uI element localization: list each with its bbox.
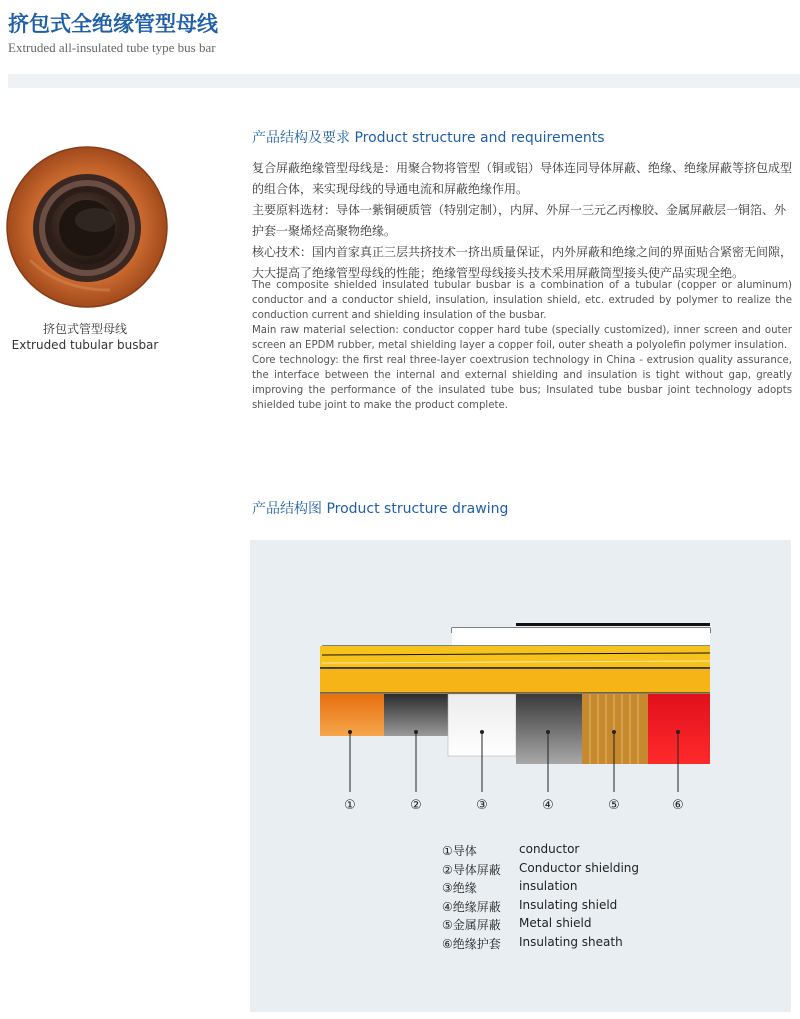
marker-3: ③ xyxy=(476,798,488,813)
structure-zh-text xyxy=(252,158,792,284)
legend-row xyxy=(442,861,679,880)
page-subtitle: Extruded all-insulated tube type bus bar xyxy=(8,40,216,55)
drawing-section-title: 产品结构图 Product structure drawing xyxy=(252,501,509,517)
product-caption-zh: 挤包式管型母线 xyxy=(42,322,127,336)
legend-row xyxy=(442,879,679,898)
product-caption-en: Extruded tubular busbar xyxy=(11,338,159,352)
top-black-strip xyxy=(516,623,710,626)
header-band xyxy=(8,74,800,88)
structure-drawing xyxy=(250,540,791,840)
layer-conductor xyxy=(320,694,384,736)
outer-white-layer xyxy=(452,628,710,646)
legend-zh: ⑤金属屏蔽 xyxy=(442,918,501,932)
structure-en-text xyxy=(252,278,792,413)
legend-zh: ③绝缘 xyxy=(442,881,477,895)
legend-zh: ⑥绝缘护套 xyxy=(442,936,501,951)
layer-insulating-sheath xyxy=(648,694,710,764)
legend-row xyxy=(442,935,679,954)
en-paragraph: The composite shielded insulated tubular busbar is a combination of a tubular (copper or aluminum) conductor and a conductor shield, insulation, insulation shield, etc. extruded by polymer to realize the conduction current and shielding insulation of the busbar. xyxy=(252,280,792,321)
legend-en: Conductor shielding xyxy=(519,860,640,875)
en-paragraph: Core technology: the first real three-layer coextrusion technology in China - extrusion quality assurance, the interface between the internal and external shielding and insulation is tight without gap, greatly improving the performance of the insulated tube bus; Insulated tube busbar joint technology adopts shielded tube joint to make the product complete. xyxy=(252,355,792,411)
structure-section-title: 产品结构及要求 Product structure and requirements xyxy=(252,130,605,146)
marker-6: ⑥ xyxy=(672,798,684,813)
layer-conductor-shield xyxy=(384,694,448,736)
legend-en: Insulating sheath xyxy=(519,934,623,949)
layer-insulation-shield xyxy=(516,694,582,764)
legend-zh: ④绝缘屏蔽 xyxy=(442,899,501,914)
zh-paragraph: 复合屏蔽绝缘管型母线是：用聚合物将管型（铜或铝）导体连同导体屏蔽、绝缘、绝缘屏蔽等挤包成型的组合体，来实现母线的导通电流和屏蔽绝缘作用。 xyxy=(252,161,793,196)
legend-row xyxy=(442,842,679,861)
yellow-band-upper xyxy=(320,646,710,668)
zh-paragraph: 核心技术：国内首家真正三层共挤技术一挤出质量保证，内外屏蔽和绝缘之间的界面贴合紧密无间隙，大大提高了绝缘管型母线的性能；绝缘管型母线接头技术采用屏蔽筒型接头使产品实现全绝。 xyxy=(252,245,793,280)
legend-zh: ①导体 xyxy=(442,844,477,858)
yellow-band-lower xyxy=(320,669,710,693)
legend-row xyxy=(442,916,679,935)
legend-en: Metal shield xyxy=(519,916,592,930)
zh-paragraph: 主要原料选材：导体一紫铜硬质管（特别定制），内屏、外屏一三元乙丙橡胶、金属屏蔽层一铜箔、外护套一聚烯烃高聚物绝缘。 xyxy=(252,203,787,238)
page-title: 挤包式全绝缘管型母线 xyxy=(8,12,218,36)
marker-2: ② xyxy=(410,798,422,813)
legend-en: Insulating shield xyxy=(519,897,618,912)
marker-5: ⑤ xyxy=(608,798,620,813)
legend-en: insulation xyxy=(519,879,578,893)
marker-4: ④ xyxy=(542,798,554,813)
en-paragraph: Main raw material selection: conductor copper hard tube (specially customized), inner screen and outer screen an EPDM rubber, metal shielding layer a copper foil, outer sheath a polyolefin polymer insulation. xyxy=(252,325,792,351)
legend-row xyxy=(442,898,679,917)
legend-zh: ②导体屏蔽 xyxy=(442,862,501,877)
legend-en: conductor xyxy=(519,842,580,856)
layer-legend xyxy=(442,842,679,953)
busbar-cross-section-image xyxy=(0,140,170,310)
marker-1: ① xyxy=(344,798,356,813)
